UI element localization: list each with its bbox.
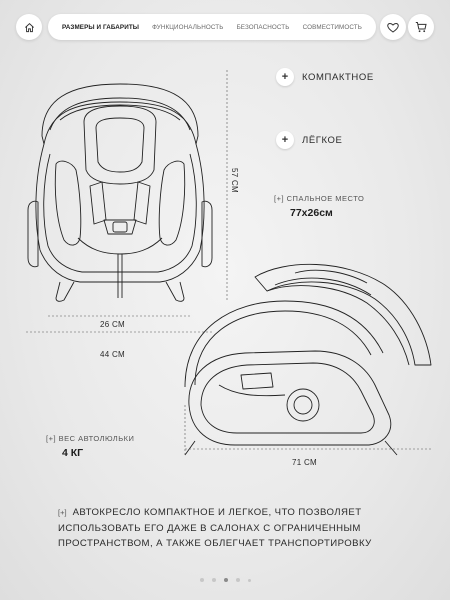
- pagination-dot[interactable]: [212, 578, 216, 582]
- description-text: АВТОКРЕСЛО КОМПАКТНОЕ И ЛЕГКОЕ, ЧТО ПОЗВОЛЯЕТ ИСПОЛЬЗОВАТЬ ЕГО ДАЖЕ В САЛОНАХ С ОГРАНИЧЕННЫМ ПРОСТРАНСТВОМ, А ТАКЖЕ ОБЛЕГЧАЕТ ТРАНСПОРТИРОВКУ: [58, 507, 372, 549]
- home-icon: [24, 22, 35, 33]
- top-navbar: [16, 14, 434, 40]
- car-seat-side-view: [175, 255, 440, 460]
- feature-compact: [276, 68, 374, 86]
- inner-width-dimension-label: 26 СМ: [100, 320, 125, 329]
- tab-safety[interactable]: БЕЗОПАСНОСТЬ: [236, 23, 290, 31]
- feature-light: [276, 131, 342, 149]
- bed-size-value: 77х26см: [290, 207, 333, 219]
- product-description: [58, 505, 408, 552]
- weight-value: 4 КГ: [62, 447, 84, 459]
- tab-functionality[interactable]: ФУНКЦИОНАЛЬНОСТЬ: [152, 23, 224, 31]
- section-tabs: [48, 14, 376, 40]
- bed-size-label: [+] СПАЛЬНОЕ МЕСТО: [274, 194, 365, 203]
- cart-button[interactable]: [408, 14, 434, 40]
- feature-label: КОМПАКТНОЕ: [302, 71, 374, 83]
- heart-icon: [387, 22, 399, 33]
- plus-icon[interactable]: +: [276, 68, 294, 86]
- tab-dimensions[interactable]: РАЗМЕРЫ И ГАБАРИТЫ: [62, 23, 140, 31]
- pagination-dot-active[interactable]: [224, 578, 228, 582]
- cart-icon: [415, 21, 427, 33]
- plus-icon[interactable]: +: [276, 131, 294, 149]
- pagination-dot[interactable]: [248, 579, 251, 582]
- home-button[interactable]: [16, 14, 42, 40]
- tab-compatibility[interactable]: СОВМЕСТИМОСТЬ: [302, 23, 362, 31]
- pagination-dot[interactable]: [236, 578, 240, 582]
- height-dimension-label: 57 СМ: [229, 168, 239, 193]
- pagination-dot[interactable]: [200, 578, 204, 582]
- feature-label: ЛЁГКОЕ: [302, 134, 343, 146]
- weight-label: [+] ВЕС АВТОЛЮЛЬКИ: [46, 434, 135, 443]
- outer-width-dimension-label: 44 СМ: [100, 350, 125, 359]
- length-dimension-label: 71 СМ: [292, 458, 317, 467]
- carousel-pagination: [0, 578, 450, 582]
- favorite-button[interactable]: [380, 14, 406, 40]
- expand-marker: [+]: [58, 508, 67, 517]
